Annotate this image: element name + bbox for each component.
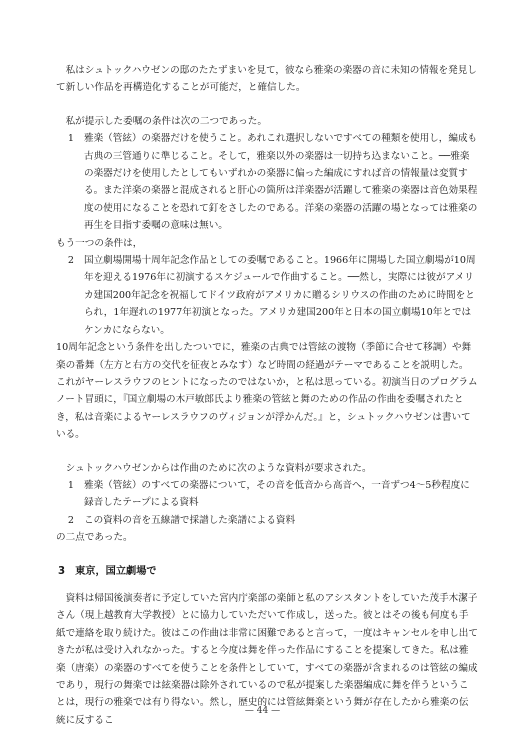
anniversary-paragraph: 10周年記念という条件を出したついでに，雅楽の古典では管絃の渡物（季節に合せて移調）や舞楽の番舞（左方と右方の交代を征夜とみなす）など時間の経過がテーマであることを説明した。これがヤーレスラウフのヒントになったのではないか，と私は思っている。初演当日のプログラムノート冒頭に，『国立劇場の木戸敏郎氏より雅楽の管絃と舞のための作品の作曲を委嘱されたとき，私は音楽によるヤーレスラウフのヴィジョンが浮かんだ。』と，シュトックハウゼンは書いている。 [56, 342, 478, 441]
page-number: — 44 — [244, 706, 281, 716]
section-paragraph: 資料は帰国後演奏者に予定していた宮内庁楽部の楽師と私のアシスタントをしていた茂手木潔子さん（現上越教育大学教授）とに協力していただいて作成し，送った。彼とはその後も何度も手紙で連絡を取り続けた。彼はこの作曲は非常に困難であると言って，一度はキャンセルを申し出てきたが私は受け入れなかった。すると今度は舞を伴った作品にすることを提案してきた。私は雅楽（唐楽）の楽器のすべてを使うことを条件としていて，すべての楽器が含まれるのは管絃の編成であり，現行の舞楽では絃楽器は除外されているので私が提案した楽器編成に舞を伴うということは，現行の雅楽では有り得ない。然し，歴史的には管絃舞楽という舞が存在したから雅楽の伝統に反するこ [56, 592, 478, 726]
condition-text: 国立劇場開場十周年記念作品としての委嘱であること。1966年に開場した国立劇場が10周年を迎える1976年に初演するスケジュールで作曲すること。──然し，実際には彼がアメリカ建国200年記念を祝福してドイツ政府がアメリカに贈るシリウスの作曲のために時間をとられ，1年遅れの1977年初演となった。アメリカ建国200年と日本の国立劇場10年とではケンカにならない。 [84, 255, 476, 336]
condition-number: 1 [67, 133, 74, 145]
page-body [56, 62, 478, 729]
section-number: 3 [58, 565, 66, 577]
conditions-lead: 私が提示した委嘱の条件は次の二つであった。 [65, 115, 267, 127]
material-text: この資料の音を五線譜で採譜した楽譜による資料 [84, 514, 296, 526]
intro-paragraph: 私はシュトックハウゼンの邸のたたずまいを見て，彼なら雅楽の楽器の音に未知の情報を発見して新しい作品を再構造化することが可能だ，と確信した。 [56, 65, 477, 94]
section-title: 東京，国立劇場で [75, 565, 157, 577]
material-item-2 [56, 512, 478, 529]
section-heading [58, 563, 478, 580]
material-number: 2 [67, 514, 74, 526]
condition-item-2 [56, 252, 478, 339]
material-number: 1 [67, 479, 74, 491]
another-condition-lead: もう一つの条件は， [56, 237, 143, 249]
materials-lead: シュトックハウゼンからは作曲のために次のような資料が要求された。 [65, 462, 372, 474]
materials-end: の二点であった。 [56, 532, 133, 544]
material-item-1 [56, 477, 478, 512]
condition-text: 雅楽（管絃）の楽器だけを使うこと。あれこれ選択しないですべての種類を使用し，編成も古典の三管通りに準じること。そして，雅楽以外の楽器は一切持ち込まないこと。──雅楽の楽器だけを使用したとしてもいずれかの楽器に偏った編成にすれば音の情報量は変質する。また洋楽の楽器と混成されると肝心の箇所は洋楽器が活躍して雅楽の楽器は音色効果程度の使用になることを恐れて釘をさしたのである。洋楽の楽器の活躍の場となっては雅楽の再生を目指す委嘱の意味は無い。 [84, 133, 478, 232]
condition-item-1 [56, 130, 478, 234]
material-text: 雅楽（管絃）のすべての楽器について，その音を低音から高音へ，一音ずつ4〜5秒程度に録音したテープによる資料 [84, 479, 470, 509]
condition-number: 2 [67, 255, 74, 267]
